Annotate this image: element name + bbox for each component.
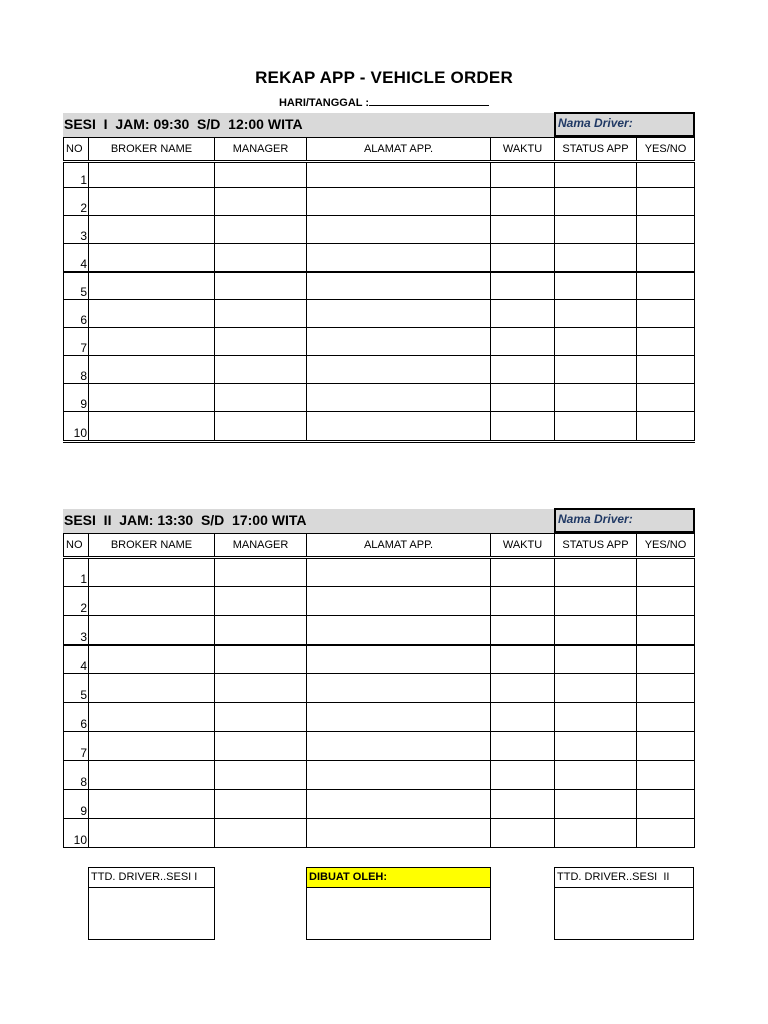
row-number: 5 xyxy=(64,674,89,703)
table-row xyxy=(64,790,695,819)
cell[interactable] xyxy=(555,703,637,732)
cell[interactable] xyxy=(491,384,555,412)
col-manager: MANAGER xyxy=(215,534,307,558)
cell[interactable] xyxy=(555,790,637,819)
cell[interactable] xyxy=(491,587,555,616)
cell[interactable] xyxy=(307,412,491,442)
row-number: 6 xyxy=(64,300,89,328)
col-waktu: WAKTU xyxy=(491,534,555,558)
cell[interactable] xyxy=(637,272,695,300)
cell[interactable] xyxy=(215,300,307,328)
row-number: 1 xyxy=(64,558,89,587)
table-row xyxy=(64,616,695,645)
row-number: 2 xyxy=(64,188,89,216)
row-number: 10 xyxy=(64,819,89,848)
cell[interactable] xyxy=(307,216,491,244)
col-no: NO xyxy=(64,138,89,162)
row-number: 3 xyxy=(64,216,89,244)
cell[interactable] xyxy=(491,558,555,587)
cell[interactable] xyxy=(307,328,491,356)
cell[interactable] xyxy=(637,162,695,188)
table-row xyxy=(64,732,695,761)
session-2-header xyxy=(63,509,694,533)
cell[interactable] xyxy=(307,272,491,300)
cell[interactable] xyxy=(555,558,637,587)
cell[interactable] xyxy=(307,384,491,412)
col-alamat-app: ALAMAT APP. xyxy=(307,138,491,162)
cell[interactable] xyxy=(89,384,215,412)
table-row xyxy=(64,244,695,272)
cell[interactable] xyxy=(555,384,637,412)
col-yes-no: YES/NO xyxy=(637,138,695,162)
cell[interactable] xyxy=(637,587,695,616)
row-number: 1 xyxy=(64,162,89,188)
cell[interactable] xyxy=(555,216,637,244)
cell[interactable] xyxy=(307,616,491,645)
cell[interactable] xyxy=(555,674,637,703)
cell[interactable] xyxy=(215,216,307,244)
col-broker-name: BROKER NAME xyxy=(89,534,215,558)
session-2-table xyxy=(63,533,695,848)
row-number: 7 xyxy=(64,732,89,761)
row-number: 4 xyxy=(64,244,89,272)
cell[interactable] xyxy=(307,819,491,848)
cell[interactable] xyxy=(215,732,307,761)
cell[interactable] xyxy=(555,645,637,674)
cell[interactable] xyxy=(637,645,695,674)
cell[interactable] xyxy=(555,819,637,848)
session-2-driver-label: Nama Driver: xyxy=(558,512,633,526)
cell[interactable] xyxy=(491,790,555,819)
row-number: 8 xyxy=(64,356,89,384)
cell[interactable] xyxy=(307,558,491,587)
row-number: 9 xyxy=(64,790,89,819)
session-1-title: SESI I JAM: 09:30 S/D 12:00 WITA xyxy=(64,116,303,132)
cell[interactable] xyxy=(555,356,637,384)
col-alamat-app: ALAMAT APP. xyxy=(307,534,491,558)
cell[interactable] xyxy=(89,356,215,384)
session-2-driver-box[interactable] xyxy=(554,508,695,533)
session-2-header-row xyxy=(64,534,695,558)
cell[interactable] xyxy=(307,244,491,272)
cell[interactable] xyxy=(307,674,491,703)
row-number: 8 xyxy=(64,761,89,790)
signature-driver-sesi-1[interactable] xyxy=(88,867,215,940)
cell[interactable] xyxy=(215,587,307,616)
cell[interactable] xyxy=(215,272,307,300)
cell[interactable] xyxy=(491,328,555,356)
cell[interactable] xyxy=(637,703,695,732)
cell[interactable] xyxy=(637,616,695,645)
cell[interactable] xyxy=(89,162,215,188)
cell[interactable] xyxy=(215,558,307,587)
cell[interactable] xyxy=(637,384,695,412)
cell[interactable] xyxy=(307,587,491,616)
row-number: 5 xyxy=(64,272,89,300)
row-number: 6 xyxy=(64,703,89,732)
cell[interactable] xyxy=(307,761,491,790)
cell[interactable] xyxy=(555,272,637,300)
cell[interactable] xyxy=(555,412,637,442)
table-row xyxy=(64,356,695,384)
cell[interactable] xyxy=(215,790,307,819)
table-row xyxy=(64,645,695,674)
cell[interactable] xyxy=(637,674,695,703)
cell[interactable] xyxy=(555,732,637,761)
cell[interactable] xyxy=(89,645,215,674)
cell[interactable] xyxy=(307,645,491,674)
cell[interactable] xyxy=(307,790,491,819)
session-1-driver-label: Nama Driver: xyxy=(558,116,633,130)
date-field-label xyxy=(0,96,768,109)
cell[interactable] xyxy=(89,558,215,587)
cell[interactable] xyxy=(307,732,491,761)
cell[interactable] xyxy=(215,188,307,216)
table-row xyxy=(64,761,695,790)
cell[interactable] xyxy=(215,761,307,790)
cell[interactable] xyxy=(491,645,555,674)
table-row xyxy=(64,384,695,412)
cell[interactable] xyxy=(491,300,555,328)
cell[interactable] xyxy=(89,616,215,645)
cell[interactable] xyxy=(555,587,637,616)
cell[interactable] xyxy=(637,328,695,356)
col-waktu: WAKTU xyxy=(491,138,555,162)
date-label: HARI/TANGGAL : xyxy=(278,97,370,109)
cell[interactable] xyxy=(491,412,555,442)
row-number: 9 xyxy=(64,384,89,412)
cell[interactable] xyxy=(215,412,307,442)
cell[interactable] xyxy=(89,761,215,790)
signature-driver-sesi-1-label: TTD. DRIVER..SESI I xyxy=(89,868,214,888)
cell[interactable] xyxy=(89,819,215,848)
cell[interactable] xyxy=(307,162,491,188)
col-no: NO xyxy=(64,534,89,558)
cell[interactable] xyxy=(637,244,695,272)
cell[interactable] xyxy=(491,674,555,703)
row-number: 3 xyxy=(64,616,89,645)
cell[interactable] xyxy=(491,356,555,384)
cell[interactable] xyxy=(215,616,307,645)
cell[interactable] xyxy=(555,300,637,328)
row-number: 7 xyxy=(64,328,89,356)
cell[interactable] xyxy=(89,216,215,244)
table-row xyxy=(64,558,695,587)
cell[interactable] xyxy=(555,616,637,645)
signature-dibuat-oleh-label: DIBUAT OLEH: xyxy=(307,868,490,888)
cell[interactable] xyxy=(637,732,695,761)
cell[interactable] xyxy=(491,272,555,300)
signature-driver-sesi-2-label: TTD. DRIVER..SESI II xyxy=(555,868,693,888)
cell[interactable] xyxy=(215,384,307,412)
cell[interactable] xyxy=(555,162,637,188)
table-row xyxy=(64,674,695,703)
cell[interactable] xyxy=(491,732,555,761)
table-row xyxy=(64,216,695,244)
row-number: 10 xyxy=(64,412,89,442)
table-row xyxy=(64,188,695,216)
cell[interactable] xyxy=(307,356,491,384)
cell[interactable] xyxy=(637,558,695,587)
session-1-header xyxy=(63,113,694,137)
cell[interactable] xyxy=(637,412,695,442)
table-row xyxy=(64,587,695,616)
signature-dibuat-oleh[interactable] xyxy=(306,867,491,940)
cell[interactable] xyxy=(307,703,491,732)
cell[interactable] xyxy=(491,162,555,188)
table-row xyxy=(64,819,695,848)
cell[interactable] xyxy=(637,819,695,848)
cell[interactable] xyxy=(491,216,555,244)
cell[interactable] xyxy=(89,732,215,761)
session-1-header-row xyxy=(64,138,695,162)
table-row xyxy=(64,300,695,328)
cell[interactable] xyxy=(215,645,307,674)
cell[interactable] xyxy=(637,790,695,819)
row-number: 4 xyxy=(64,645,89,674)
table-row xyxy=(64,272,695,300)
row-number: 2 xyxy=(64,587,89,616)
cell[interactable] xyxy=(491,188,555,216)
cell[interactable] xyxy=(307,300,491,328)
cell[interactable] xyxy=(637,356,695,384)
page-title: REKAP APP - VEHICLE ORDER xyxy=(255,68,513,87)
date-blank-line[interactable] xyxy=(369,96,489,106)
cell[interactable] xyxy=(637,300,695,328)
cell[interactable] xyxy=(215,328,307,356)
cell[interactable] xyxy=(637,761,695,790)
session-1-table xyxy=(63,137,695,443)
cell[interactable] xyxy=(89,272,215,300)
col-broker-name: BROKER NAME xyxy=(89,138,215,162)
col-yes-no: YES/NO xyxy=(637,534,695,558)
cell[interactable] xyxy=(89,674,215,703)
table-row xyxy=(64,162,695,188)
cell[interactable] xyxy=(215,674,307,703)
cell[interactable] xyxy=(215,819,307,848)
cell[interactable] xyxy=(491,616,555,645)
session-1-driver-box[interactable] xyxy=(554,112,695,137)
cell[interactable] xyxy=(637,188,695,216)
cell[interactable] xyxy=(215,244,307,272)
cell[interactable] xyxy=(491,703,555,732)
cell[interactable] xyxy=(491,244,555,272)
cell[interactable] xyxy=(637,216,695,244)
table-row xyxy=(64,328,695,356)
table-row xyxy=(64,703,695,732)
cell[interactable] xyxy=(89,703,215,732)
cell[interactable] xyxy=(491,761,555,790)
cell[interactable] xyxy=(89,587,215,616)
cell[interactable] xyxy=(89,412,215,442)
cell[interactable] xyxy=(215,162,307,188)
cell[interactable] xyxy=(215,703,307,732)
cell[interactable] xyxy=(555,328,637,356)
cell[interactable] xyxy=(89,790,215,819)
col-status-app: STATUS APP xyxy=(555,534,637,558)
signature-driver-sesi-2[interactable] xyxy=(554,867,694,940)
cell[interactable] xyxy=(555,244,637,272)
col-status-app: STATUS APP xyxy=(555,138,637,162)
cell[interactable] xyxy=(555,188,637,216)
cell[interactable] xyxy=(491,819,555,848)
cell[interactable] xyxy=(89,328,215,356)
cell[interactable] xyxy=(307,188,491,216)
cell[interactable] xyxy=(89,244,215,272)
col-manager: MANAGER xyxy=(215,138,307,162)
session-2-title: SESI II JAM: 13:30 S/D 17:00 WITA xyxy=(64,512,307,528)
cell[interactable] xyxy=(89,300,215,328)
table-row xyxy=(64,412,695,442)
cell[interactable] xyxy=(89,188,215,216)
cell[interactable] xyxy=(215,356,307,384)
cell[interactable] xyxy=(555,761,637,790)
